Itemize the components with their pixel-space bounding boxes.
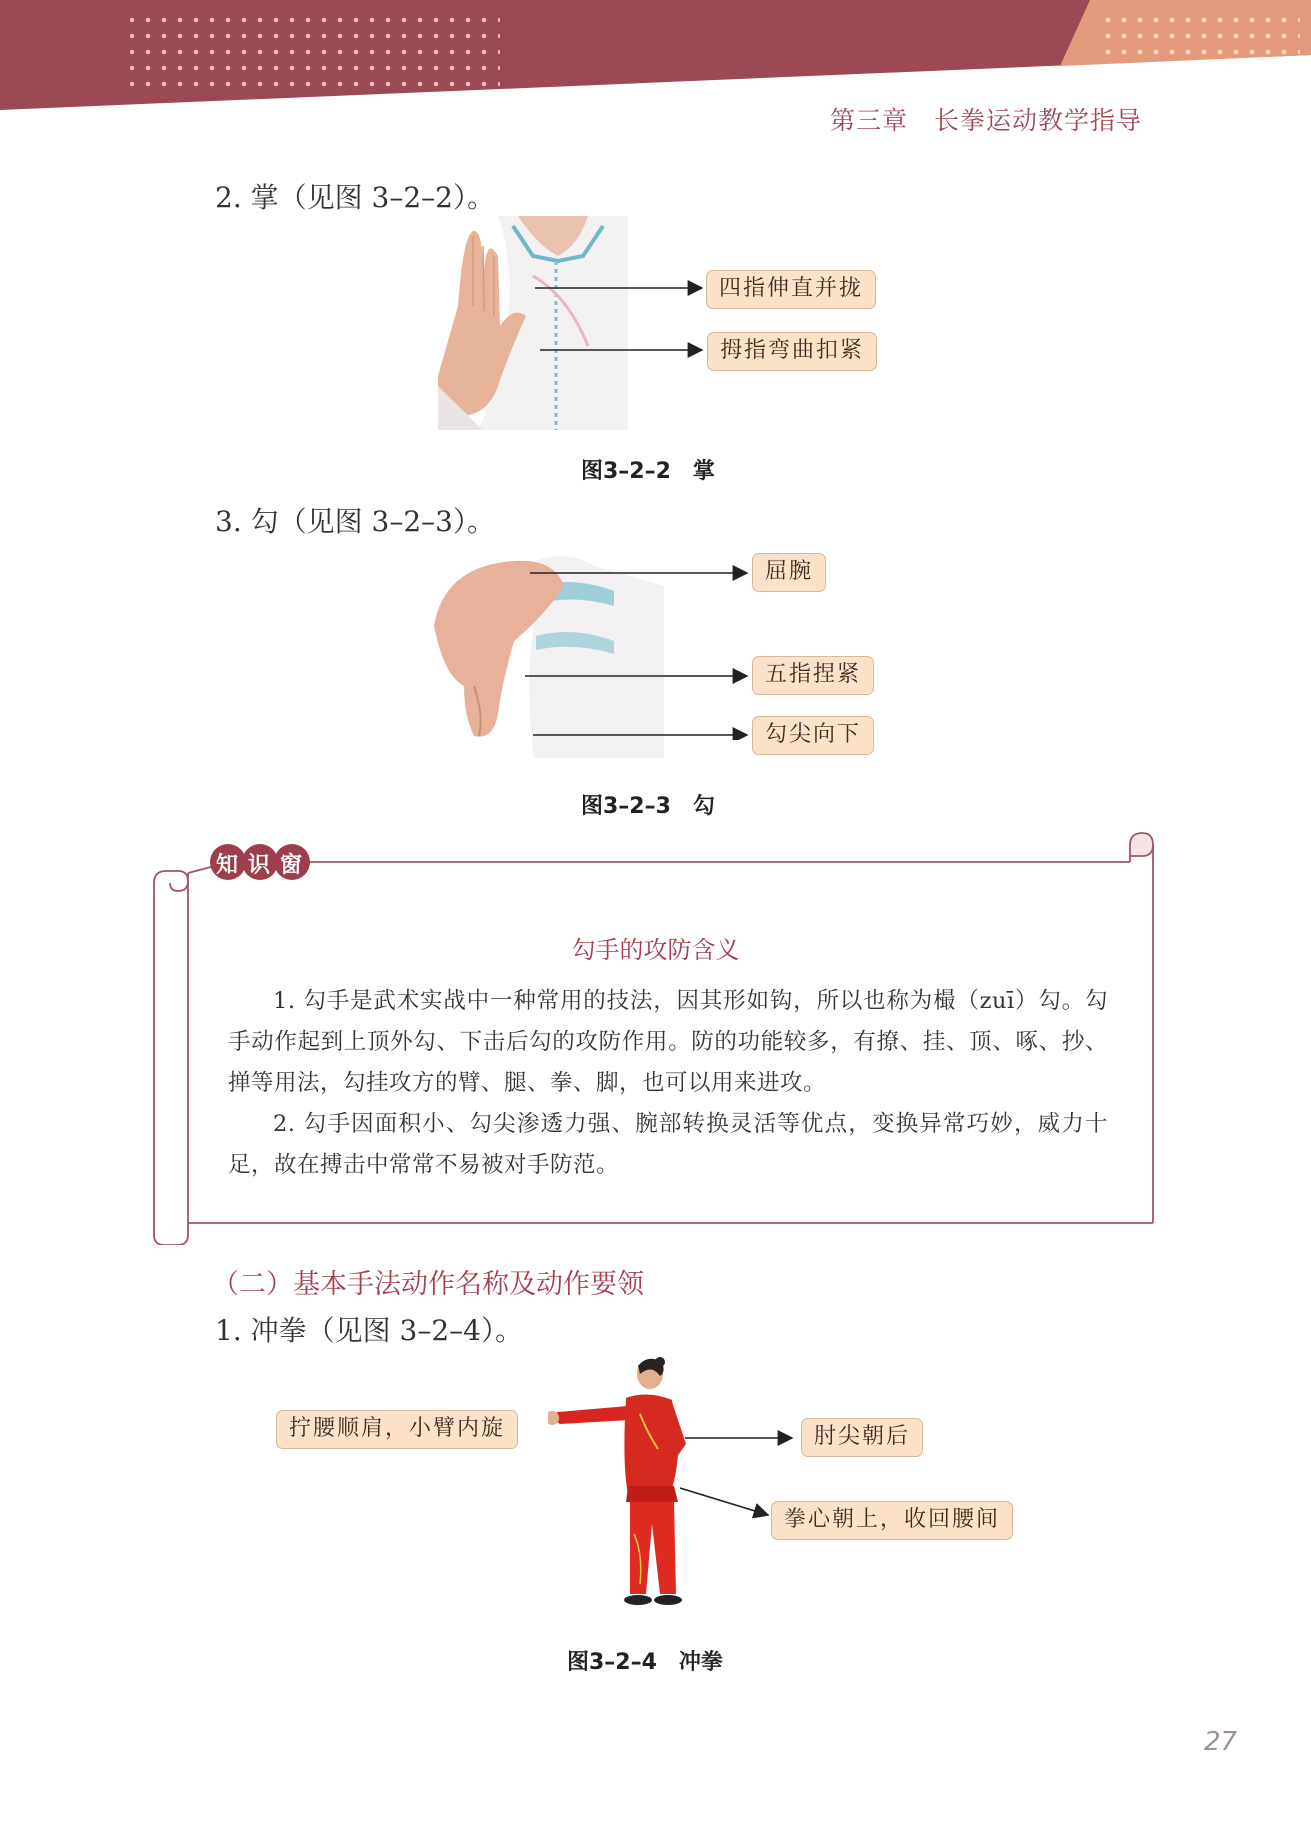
knowledge-badge-text: 知识窗 <box>216 853 313 878</box>
knowledge-title: 勾手的攻防含义 <box>571 936 740 964</box>
section-title-basic-hand: （二）基本手法动作名称及动作要领 <box>212 1269 644 1300</box>
punch-heading: 1. 冲拳（见图 3–2–4）。 <box>215 1314 523 1347</box>
palm-caption: 图3–2–2 掌 <box>581 459 715 484</box>
palm-label-thumb: 拇指弯曲扣紧 <box>707 332 877 371</box>
chapter-title: 第三章 长拳运动教学指导 <box>830 106 1143 135</box>
hook-arrows <box>525 560 755 740</box>
palm-label-fingers: 四指伸直并拢 <box>706 270 876 309</box>
hook-label-tip: 勾尖向下 <box>752 716 874 755</box>
knowledge-paragraph-1: 1. 勾手是武术实战中一种常用的技法，因其形如钩，所以也称为樶（zuī）勾。勾手动作起到上顶外勾、下击后勾的攻防作用。防的功能较多，有撩、挂、顶、啄、抄、掸等用法，勾挂攻方的臂、腿、拳、脚，也可以用来进攻。 <box>228 988 1108 1096</box>
punch-label-elbow: 肘尖朝后 <box>801 1418 923 1457</box>
hook-heading: 3. 勾（见图 3–2–3）。 <box>215 505 495 538</box>
page-number: 27 <box>1204 1727 1238 1757</box>
punch-label-fist: 拳心朝上，收回腰间 <box>771 1501 1013 1540</box>
hook-label-fingers: 五指捏紧 <box>752 656 874 695</box>
knowledge-paragraph-2: 2. 勾手因面积小、勾尖渗透力强、腕部转换灵活等优点，变换异常巧妙，威力十足，故在搏击中常常不易被对手防范。 <box>228 1111 1108 1178</box>
palm-heading: 2. 掌（见图 3–2–2）。 <box>215 181 495 214</box>
hook-caption: 图3–2–3 勾 <box>581 794 715 819</box>
palm-arrows <box>440 280 710 370</box>
hook-label-wrist: 屈腕 <box>752 553 826 592</box>
punch-caption: 图3–2–4 冲拳 <box>567 1650 723 1675</box>
punch-label-waist: 拧腰顺肩，小臂内旋 <box>276 1410 518 1449</box>
